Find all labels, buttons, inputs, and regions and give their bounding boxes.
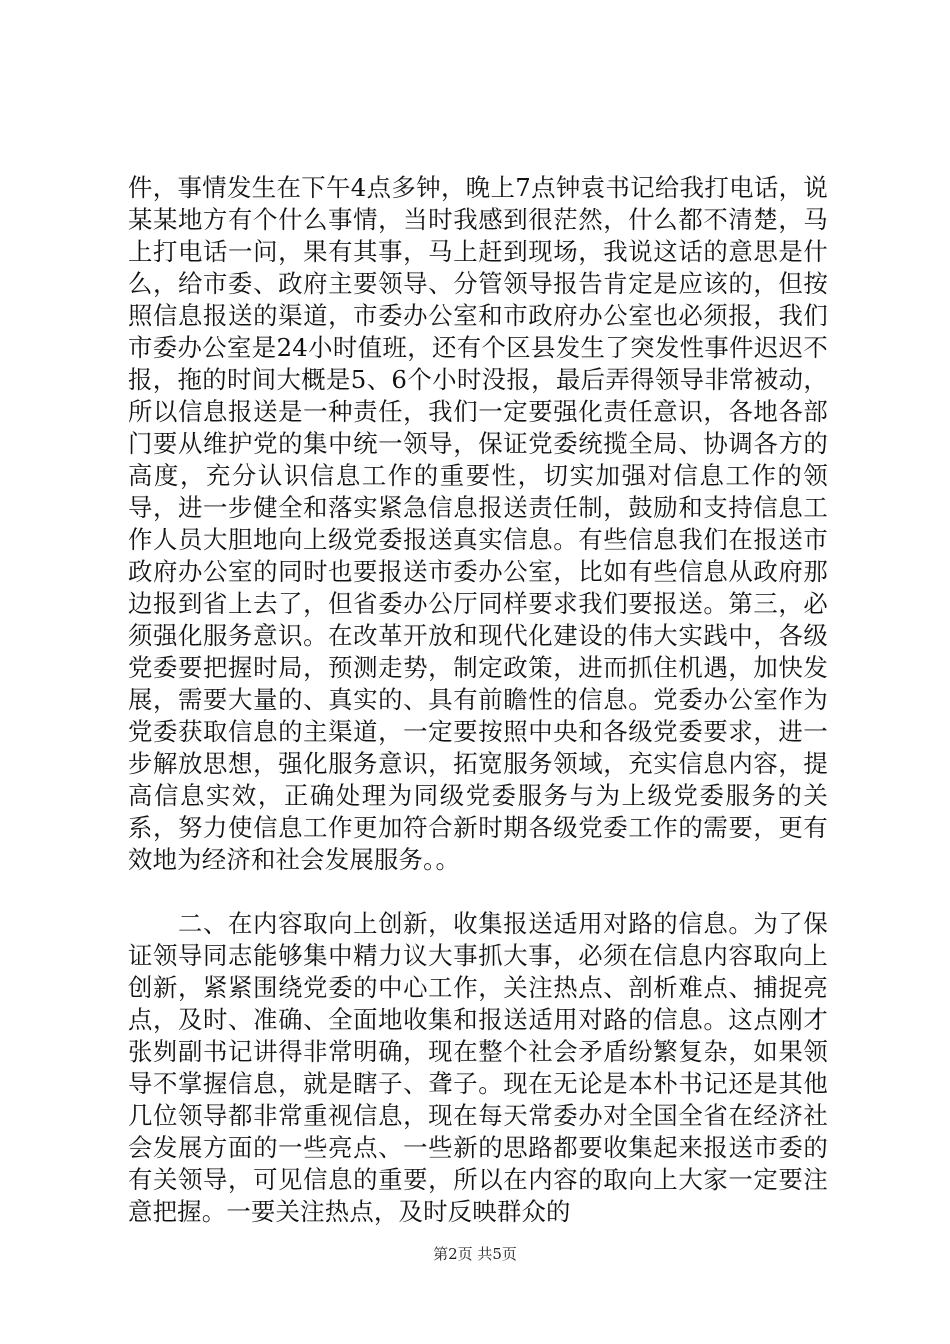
paragraph-continuation: 件，事情发生在下午4点多钟，晚上7点钟袁书记给我打电话，说某某地方有个什么事情，当时我感到很茫然，什么都不清楚，马上打电话一问，果有其事，马上赶到现场，我说这话的意思是什么，给市委、政府主要领导、分管领导报告肯定是应该的，但按照信息报送的渠道，市委办公室和市政府办公室也必须报，我们市委办公室是24小时值班，还有个区县发生了突发性事件迟迟不报，拖的时间大概是5、6个小时没报，最后弄得领导非常被动，所以信息报送是一种责任，我们一定要强化责任意识，各地各部门要从维护党的集中统一领导，保证党委统揽全局、协调各方的高度，充分认识信息工作的重要性，切实加强对信息工作的领导，进一步健全和落实紧急信息报送责任制，鼓励和支持信息工作人员大胆地向上级党委报送真实信息。有些信息我们在报送市政府办公室的同时也要报送市委办公室，比如有些信息从政府那边报到省上去了，但省委办公厅同样要求我们要报送。第三，必须强化服务意识。在改革开放和现代化建设的伟大实践中，各级党委要把握时局，预测走势，制定政策，进而抓住机遇，加快发展，需要大量的、真实的、具有前瞻性的信息。党委办公室作为党委获取信息的主渠道，一定要按照中央和各级党委要求，进一步解放思想，强化服务意识，拓宽服务领域，充实信息内容，提高信息实效，正确处理为同级党委服务与为上级党委服务的关系，努力使信息工作更加符合新时期各级党委工作的需要，更有效地为经济和社会发展服务。。 bbox=[128, 173, 828, 874]
document-body bbox=[128, 172, 828, 1228]
paragraph-section-two: 二、在内容取向上创新，收集报送适用对路的信息。为了保证领导同志能够集中精力议大事抓大事，必须在信息内容取向上创新，紧紧围绕党委的中心工作，关注热点、剖析难点、捕捉亮点，及时、准确、全面地收集和报送适用对路的信息。这点刚才张刿副书记讲得非常明确，现在整个社会矛盾纷繁复杂，如果领导不掌握信息，就是瞎子、聋子。现在无论是本朴书记还是其他几位领导都非常重视信息，现在每天常委办对全国全省在经济社会发展方面的一些亮点、一些新的思路都要收集起来报送市委的有关领导，可见信息的重要，所以在内容的取向上大家一定要注意把握。一要关注热点，及时反映群众的 bbox=[128, 909, 828, 1226]
page-number-footer: 第2页 共5页 bbox=[433, 1245, 517, 1263]
